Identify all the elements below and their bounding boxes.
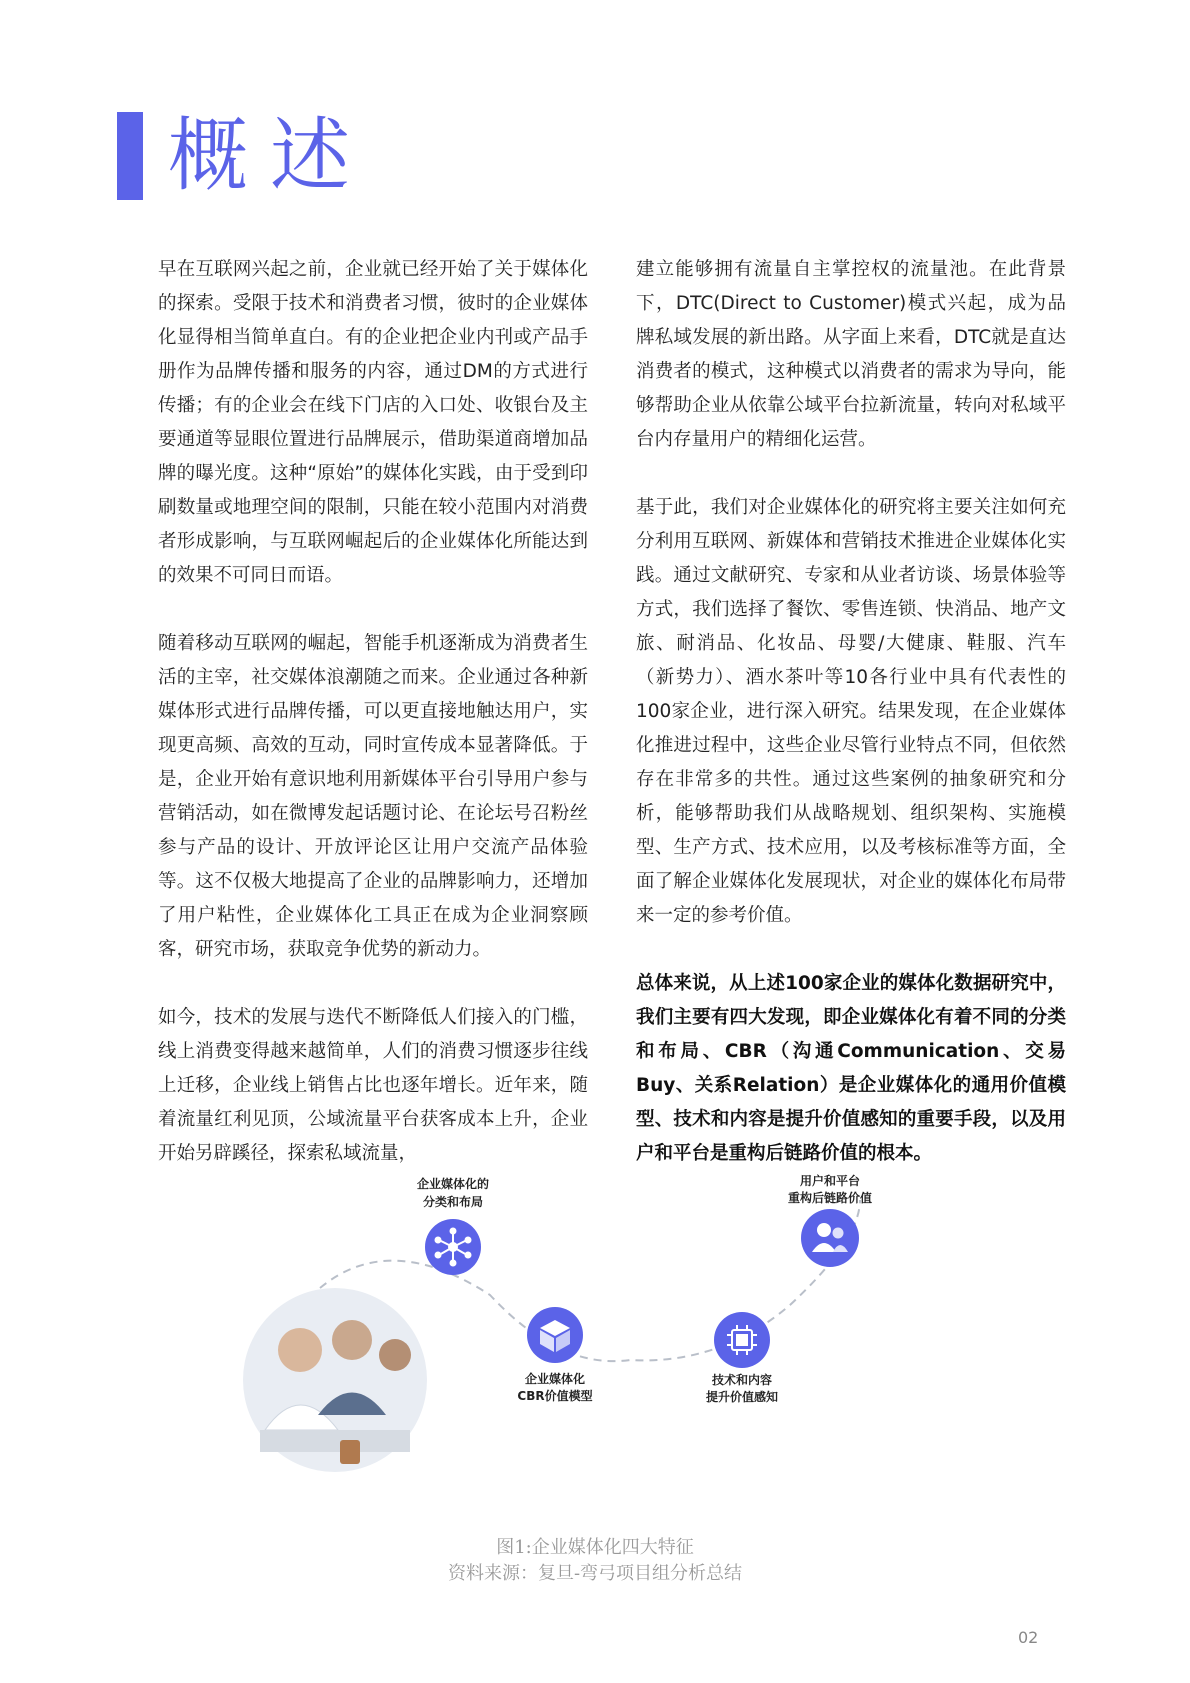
- left-paragraph-3: 如今，技术的发展与迭代不断降低人们接入的门槛，线上消费变得越来越简单，人们的消费习惯逐步往线上迁移，企业线上销售占比也逐年增长。近年来，随着流量红利见顶，公域流量平台获客成本上升，企业开始另辟蹊径，探索私域流量，: [158, 1007, 588, 1164]
- four-features-figure: [240, 1174, 960, 1540]
- left-column: [158, 253, 588, 1205]
- left-paragraph-1: 早在互联网兴起之前，企业就已经开始了关于媒体化的探索。受限于技术和消费者习惯，彼时的企业媒体化显得相当简单直白。有的企业把企业内刊或产品手册作为品牌传播和服务的内容，通过DM的方式进行传播；有的企业会在线下门店的入口处、收银台及主要通道等显眼位置进行品牌展示，借助渠道商增加品牌的曝光度。这种“原始”的媒体化实践，由于受到印刷数量或地理空间的限制，只能在较小范围内对消费者形成影响，与互联网崛起后的企业媒体化所能达到的效果不可同日而语。: [158, 259, 588, 586]
- node-3-line1: 技术和内容: [711, 1373, 773, 1387]
- node-user-platform: [788, 1173, 872, 1267]
- page-title: 概述: [168, 109, 372, 202]
- figure-caption: 图1:企业媒体化四大特征: [496, 1537, 694, 1558]
- node-2-line2: CBR价值模型: [517, 1389, 593, 1403]
- node-1-line1: 企业媒体化的: [416, 1177, 490, 1191]
- right-paragraph-2: 基于此，我们对企业媒体化的研究将主要关注如何充分利用互联网、新媒体和营销技术推进企业媒体化实践。通过文献研究、专家和从业者访谈、场景体验等方式，我们选择了餐饮、零售连锁、快消品、地产文旅、耐消品、化妆品、母婴/大健康、鞋服、汽车（新势力）、酒水茶叶等10各行业中具有代表性的100家企业，进行深入研究。结果发现，在企业媒体化推进过程中，这些企业尽管行业特点不同，但依然存在非常多的共性。通过这些案例的抽象研究和分析，能够帮助我们从战略规划、组织架构、实施模型、生产方式、技术应用，以及考核标准等方面，全面了解企业媒体化发展现状，对企业的媒体化布局带来一定的参考价值。: [636, 497, 1066, 926]
- node-cbr-model: [517, 1307, 592, 1403]
- page-number: 02: [1018, 1628, 1039, 1647]
- call-center-photo: [243, 1288, 427, 1472]
- node-classification: [417, 1176, 489, 1275]
- right-paragraph-1: 建立能够拥有流量自主掌控权的流量池。在此背景下，DTC(Direct to Customer)模式兴起，成为品牌私域发展的新出路。从字面上来看，DTC就是直达消费者的模式，这种模式以消费者的需求为导向，能够帮助企业从依靠公域平台拉新流量，转向对私域平台内存量用户的精细化运营。: [636, 259, 1066, 450]
- left-paragraph-2: 随着移动互联网的崛起，智能手机逐渐成为消费者生活的主宰，社交媒体浪潮随之而来。企业通过各种新媒体形式进行品牌传播，可以更直接地触达用户，实现更高频、高效的互动，同时宣传成本显著降低。于是，企业开始有意识地利用新媒体平台引导用户参与营销活动，如在微博发起话题讨论、在论坛号召粉丝参与产品的设计、开放评论区让用户交流产品体验等。这不仅极大地提高了企业的品牌影响力，还增加了用户粘性，企业媒体化工具正在成为企业洞察顾客，研究市场，获取竞争优势的新动力。: [158, 633, 588, 960]
- node-4-line1: 用户和平台: [799, 1174, 861, 1188]
- node-1-line2: 分类和布局: [422, 1195, 484, 1209]
- node-tech-content: [706, 1312, 778, 1404]
- title-accent-bar: [117, 112, 143, 200]
- right-column: [636, 253, 1066, 1205]
- summary-paragraph: 总体来说，从上述100家企业的媒体化数据研究中，我们主要有四大发现，即企业媒体化有着不同的分类和布局、CBR（沟通Communication、交易Buy、关系Relation）是企业媒体化的通用价值模型、技术和内容是提升价值感知的重要手段，以及用户和平台是重构后链路价值的根本。: [636, 973, 1066, 1164]
- node-3-line2: 提升价值感知: [705, 1390, 779, 1404]
- figure-source: 资料来源：复旦-弯弓项目组分析总结: [447, 1563, 743, 1584]
- node-4-line2: 重构后链路价值: [787, 1191, 873, 1205]
- node-2-line1: 企业媒体化: [524, 1372, 586, 1386]
